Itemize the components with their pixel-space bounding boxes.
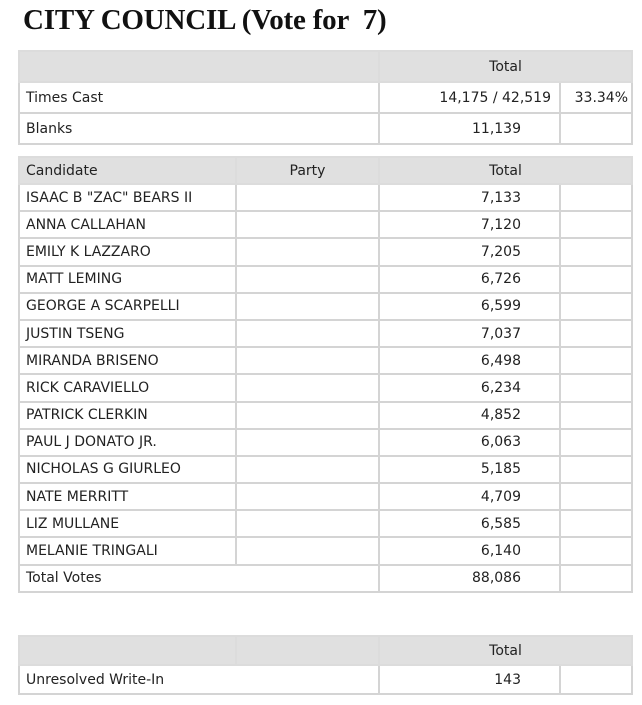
candidate-row — [19, 347, 632, 374]
times-cast-row — [19, 82, 632, 113]
candidate-row — [19, 483, 632, 510]
candidate-party — [236, 293, 379, 320]
unresolved-write-in-label: Unresolved Write-In — [19, 665, 379, 694]
candidate-row — [19, 429, 632, 456]
blanks-value: 11,139 — [379, 113, 560, 144]
candidate-row — [19, 374, 632, 401]
candidate-party — [236, 374, 379, 401]
candidate-pct — [560, 510, 632, 537]
candidate-party — [236, 184, 379, 211]
candidate-row — [19, 211, 632, 238]
summary-header-total: Total — [379, 51, 632, 82]
candidate-name: NICHOLAS G GIURLEO — [19, 456, 236, 483]
candidate-pct — [560, 293, 632, 320]
candidate-party — [236, 456, 379, 483]
candidate-party — [236, 510, 379, 537]
candidate-pct — [560, 266, 632, 293]
unresolved-write-in-row — [19, 665, 632, 694]
candidate-name: MIRANDA BRISENO — [19, 347, 236, 374]
candidate-name: ISAAC B "ZAC" BEARS II — [19, 184, 236, 211]
candidate-row — [19, 293, 632, 320]
unresolved-write-in-value: 143 — [379, 665, 560, 694]
blanks-row — [19, 113, 632, 144]
unresolved-write-in-pct — [560, 665, 632, 694]
candidate-total: 6,498 — [379, 347, 560, 374]
times-cast-value: 14,175 / 42,519 — [379, 82, 560, 113]
times-cast-pct: 33.34% — [560, 82, 632, 113]
candidate-row — [19, 184, 632, 211]
party-column-header: Party — [236, 157, 379, 184]
candidate-total: 6,599 — [379, 293, 560, 320]
candidate-name: ANNA CALLAHAN — [19, 211, 236, 238]
candidate-total: 6,140 — [379, 537, 560, 564]
total-votes-label: Total Votes — [19, 565, 379, 592]
candidate-total: 6,726 — [379, 266, 560, 293]
candidate-pct — [560, 374, 632, 401]
times-cast-label: Times Cast — [19, 82, 379, 113]
candidate-column-header: Candidate — [19, 157, 236, 184]
blanks-pct — [560, 113, 632, 144]
total-votes-value: 88,086 — [379, 565, 560, 592]
candidate-total: 5,185 — [379, 456, 560, 483]
candidate-pct — [560, 347, 632, 374]
candidates-header-row — [19, 157, 632, 184]
candidate-pct — [560, 320, 632, 347]
candidate-row — [19, 537, 632, 564]
candidate-pct — [560, 456, 632, 483]
candidate-pct — [560, 238, 632, 265]
candidate-party — [236, 238, 379, 265]
candidate-name: EMILY K LAZZARO — [19, 238, 236, 265]
summary-header-row — [19, 51, 632, 82]
candidate-party — [236, 429, 379, 456]
candidate-pct — [560, 429, 632, 456]
candidate-party — [236, 266, 379, 293]
candidate-party — [236, 537, 379, 564]
write-in-header-blank-2 — [236, 636, 379, 665]
candidate-party — [236, 320, 379, 347]
candidate-name: MELANIE TRINGALI — [19, 537, 236, 564]
candidate-total: 7,133 — [379, 184, 560, 211]
candidate-row — [19, 402, 632, 429]
candidate-name: NATE MERRITT — [19, 483, 236, 510]
candidate-total: 6,063 — [379, 429, 560, 456]
candidate-total: 7,205 — [379, 238, 560, 265]
candidate-total: 6,234 — [379, 374, 560, 401]
write-in-table — [18, 635, 633, 695]
candidate-row — [19, 456, 632, 483]
summary-table — [18, 50, 633, 145]
candidate-total: 6,585 — [379, 510, 560, 537]
candidate-total: 4,852 — [379, 402, 560, 429]
candidate-row — [19, 238, 632, 265]
total-votes-pct — [560, 565, 632, 592]
candidate-party — [236, 483, 379, 510]
candidate-pct — [560, 184, 632, 211]
candidate-total: 4,709 — [379, 483, 560, 510]
blanks-label: Blanks — [19, 113, 379, 144]
write-in-header-row — [19, 636, 632, 665]
page-title: CITY COUNCIL (Vote for 7) — [23, 4, 387, 36]
candidate-pct — [560, 483, 632, 510]
candidate-pct — [560, 537, 632, 564]
candidate-party — [236, 347, 379, 374]
candidate-name: PATRICK CLERKIN — [19, 402, 236, 429]
candidate-row — [19, 510, 632, 537]
candidate-party — [236, 402, 379, 429]
candidate-total: 7,037 — [379, 320, 560, 347]
candidates-table — [18, 156, 633, 593]
total-votes-row — [19, 565, 632, 592]
write-in-header-total: Total — [379, 636, 632, 665]
candidate-name: PAUL J DONATO JR. — [19, 429, 236, 456]
candidate-name: RICK CARAVIELLO — [19, 374, 236, 401]
candidate-row — [19, 266, 632, 293]
candidate-name: GEORGE A SCARPELLI — [19, 293, 236, 320]
candidate-name: JUSTIN TSENG — [19, 320, 236, 347]
candidate-party — [236, 211, 379, 238]
write-in-header-blank-1 — [19, 636, 236, 665]
candidate-pct — [560, 211, 632, 238]
summary-header-label — [19, 51, 379, 82]
candidate-total: 7,120 — [379, 211, 560, 238]
candidate-name: LIZ MULLANE — [19, 510, 236, 537]
total-column-header: Total — [379, 157, 632, 184]
candidate-pct — [560, 402, 632, 429]
candidate-row — [19, 320, 632, 347]
candidate-name: MATT LEMING — [19, 266, 236, 293]
